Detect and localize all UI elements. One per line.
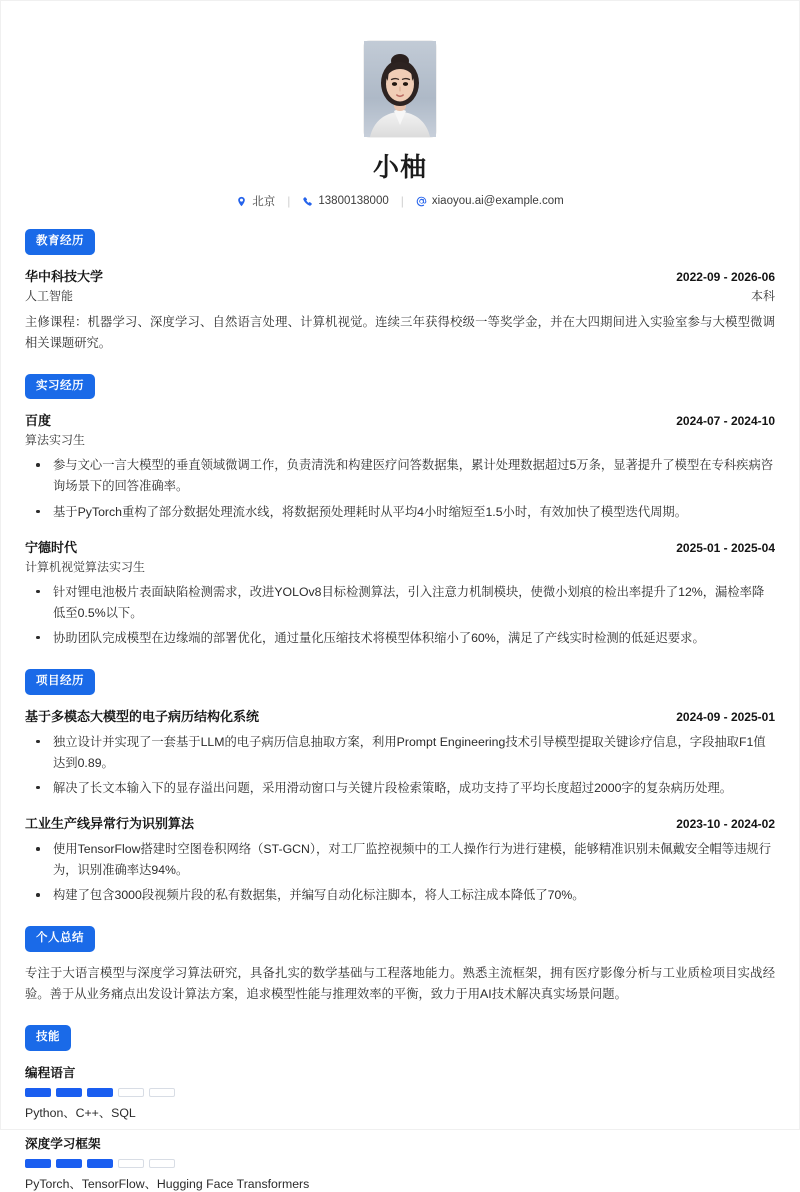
section-badge-education: 教育经历	[25, 229, 95, 255]
skill-segment-filled	[87, 1088, 113, 1097]
internship-entry	[25, 537, 775, 649]
skill-group	[25, 1133, 775, 1192]
page-title: 小柚	[372, 152, 427, 182]
section-badge-projects: 项目经历	[25, 669, 95, 695]
education-major: 人工智能	[25, 288, 74, 303]
project-name: 基于多模态大模型的电子病历结构化系统	[25, 708, 260, 724]
education-date: 2022-09 - 2026-06	[676, 269, 775, 284]
section-body-education	[25, 266, 775, 354]
entry-header-row	[25, 813, 775, 832]
project-entry	[25, 813, 775, 906]
entry-header-row	[25, 410, 775, 429]
skill-level-bar	[25, 1088, 775, 1097]
internship-role: 计算机视觉算法实习生	[25, 559, 146, 574]
contact-location	[224, 193, 287, 209]
internship-bullets	[25, 582, 775, 649]
contact-separator: |	[287, 194, 291, 208]
education-degree: 本科	[750, 288, 775, 303]
contact-location-text: 北京	[252, 196, 276, 208]
project-name: 工业生产线异常行为识别算法	[25, 816, 195, 832]
project-entry	[25, 706, 775, 799]
skill-list: Python、C++、SQL	[25, 1105, 136, 1120]
skill-category-name: 深度学习框架	[25, 1136, 101, 1151]
skill-group	[25, 1062, 775, 1121]
list-item: 基于PyTorch重构了部分数据处理流水线，将数据预处理耗时从平均4小时缩短至1.5小时，有效加快了模型迭代周期。	[25, 502, 775, 523]
education-entry	[25, 266, 775, 354]
section-body-internship	[25, 410, 775, 649]
contact-phone	[290, 195, 400, 207]
skill-category-name: 编程语言	[25, 1065, 76, 1080]
skill-segment-empty	[149, 1088, 175, 1097]
skill-segment-filled	[25, 1088, 51, 1097]
list-item: 协助团队完成模型在边缘端的部署优化，通过量化压缩技术将模型体积缩小了60%，满足了产线实时检测的低延迟要求。	[25, 628, 775, 649]
skill-segment-filled	[56, 1159, 82, 1168]
contact-bar	[25, 193, 775, 209]
phone-icon	[302, 196, 313, 207]
project-bullets	[25, 732, 775, 799]
internship-bullets	[25, 455, 775, 522]
list-item: 参与文心一言大模型的垂直领域微调工作，负责清洗和构建医疗问答数据集，累计处理数据超过5万条，显著提升了模型在专科疾病咨询场景下的回答准确率。	[25, 455, 775, 497]
section-skills	[25, 1025, 775, 1192]
section-projects	[25, 669, 775, 906]
education-description: 主修课程：机器学习、深度学习、自然语言处理、计算机视觉。连续三年获得校级一等奖学金，并在大四期间进入实验室参与大模型微调相关课题研究。	[25, 314, 775, 350]
project-date: 2023-10 - 2024-02	[676, 817, 775, 832]
list-item: 针对锂电池极片表面缺陷检测需求，改进YOLOv8目标检测算法，引入注意力机制模块，使微小划痕的检出率提升了12%，漏检率降低至0.5%以下。	[25, 582, 775, 624]
list-item: 独立设计并实现了一套基于LLM的电子病历信息抽取方案，利用Prompt Engineering技术引导模型提取关键诊疗信息，字段抽取F1值达到0.89。	[25, 732, 775, 774]
skill-list: PyTorch、TensorFlow、Hugging Face Transformers	[25, 1176, 310, 1191]
skill-level-bar	[25, 1159, 775, 1168]
resume-header	[25, 1, 775, 209]
skill-segment-empty	[118, 1088, 144, 1097]
avatar	[364, 41, 436, 137]
entry-header-row	[25, 537, 775, 556]
section-summary	[25, 926, 775, 1005]
skill-segment-empty	[149, 1159, 175, 1168]
section-internship	[25, 374, 775, 649]
internship-entry	[25, 410, 775, 522]
entry-header-row	[25, 706, 775, 725]
internship-date: 2024-07 - 2024-10	[676, 414, 775, 429]
entry-sub-row	[25, 285, 775, 304]
project-bullets	[25, 839, 775, 906]
contact-separator: |	[400, 194, 404, 208]
contact-email-text: xiaoyou.ai@example.com	[431, 195, 564, 207]
section-body-summary	[25, 963, 775, 1005]
contact-email	[404, 195, 576, 207]
section-education	[25, 229, 775, 354]
skill-segment-empty	[118, 1159, 144, 1168]
list-item: 解决了长文本输入下的显存溢出问题，采用滑动窗口与关键片段检索策略，成功支持了平均长度超过2000字的复杂病历处理。	[25, 778, 775, 799]
section-body-skills	[25, 1062, 775, 1192]
internship-date: 2025-01 - 2025-04	[676, 540, 775, 555]
internship-company: 百度	[25, 413, 52, 429]
education-school: 华中科技大学	[25, 268, 104, 284]
section-badge-skills: 技能	[25, 1025, 71, 1051]
skill-segment-filled	[25, 1159, 51, 1168]
location-pin-icon	[236, 196, 247, 207]
summary-text: 专注于大语言模型与深度学习算法研究，具备扎实的数学基础与工程落地能力。熟悉主流框架，拥有医疗影像分析与工业质检项目实战经验。善于从业务痛点出发设计算法方案，追求模型性能与推理效率的平衡，致力于用AI技术解决真实场景问题。	[25, 965, 775, 1002]
email-icon	[416, 196, 427, 207]
section-badge-summary: 个人总结	[25, 926, 95, 952]
internship-role: 算法实习生	[25, 433, 86, 448]
skill-segment-filled	[87, 1159, 113, 1168]
section-body-projects	[25, 706, 775, 907]
section-badge-internship: 实习经历	[25, 374, 95, 400]
skill-segment-filled	[56, 1088, 82, 1097]
contact-phone-text: 13800138000	[318, 195, 389, 207]
entry-header-row	[25, 266, 775, 285]
list-item: 使用TensorFlow搭建时空图卷积网络（ST-GCN），对工厂监控视频中的工人操作行为进行建模，能够精准识别未佩戴安全帽等违规行为，识别准确率达94%。	[25, 839, 775, 881]
internship-company: 宁德时代	[25, 539, 78, 555]
list-item: 构建了包含3000段视频片段的私有数据集，并编写自动化标注脚本，将人工标注成本降低了70%。	[25, 885, 775, 906]
project-date: 2024-09 - 2025-01	[676, 709, 775, 724]
